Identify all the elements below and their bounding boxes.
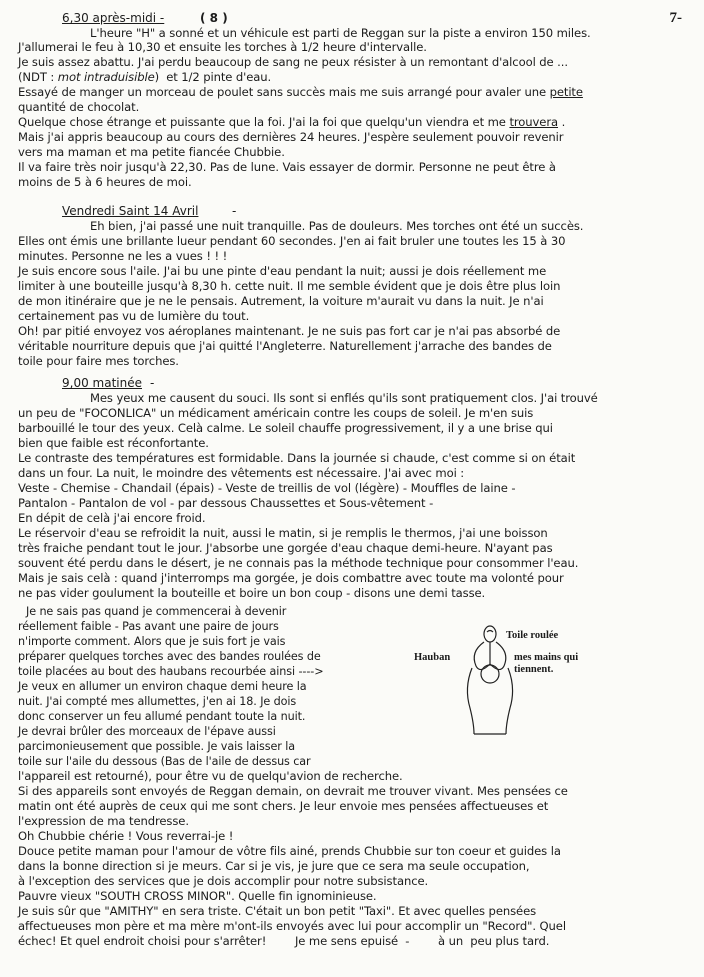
text-line: souvent été perdu dans le désert, je ne connais pas la méthode technique pour consommer l'eau. xyxy=(18,556,579,570)
text-line: ne pas vider goulument la bouteille et boire un bon coup - disons une demi tasse. xyxy=(18,586,486,600)
text-line: véritable nourriture depuis que j'ai quitté l'Angleterre. Naturellement j'arrache des bandes de xyxy=(18,339,552,353)
text-line: toile sur l'aile du dessous (Bas de l'aile de dessus car xyxy=(18,755,311,768)
label-toile: Toile roulée xyxy=(506,630,559,641)
text-line: l'appareil est retourné), pour être vu de quelqu'avion de recherche. xyxy=(18,769,403,783)
text-line: préparer quelques torches avec des bandes roulées de xyxy=(18,650,321,663)
text-line: vers ma maman et ma petite fiancée Chubbie. xyxy=(18,145,285,159)
text-line: bien que faible est réconfortante. xyxy=(18,436,209,450)
text-line: limiter à une bouteille jusqu'à 8,30 h. cette nuit. Il me semble évident que je dois être plus loin xyxy=(18,279,561,293)
text-line: matin ont été auprès de ceux qui me sont chers. Je leur envoie mes pensées affectueuses et xyxy=(18,799,549,813)
text-line: Mes yeux me causent du souci. Ils sont si enflés qu'ils sont pratiquement clos. J'ai trouvé xyxy=(90,391,598,405)
text-line: barbouillé le tour des yeux. Celà calme. Le soleil chauffe progressivement, il y a une brise qui xyxy=(18,421,553,435)
text-line: l'expression de ma tendresse. xyxy=(18,814,189,828)
text-line: Pauvre vieux "SOUTH CROSS MINOR". Quelle fin ignominieuse. xyxy=(18,889,377,903)
text-line: Oh! par pitié envoyez vos aéroplanes maintenant. Je ne suis pas fort car je n'ai pas absorbé de xyxy=(18,324,561,338)
text-line: Si des appareils sont envoyés de Reggan demain, on devrait me trouver vivant. Mes pensées ce xyxy=(18,784,568,798)
text-line: Oh Chubbie chérie ! Vous reverrai-je ! xyxy=(18,829,234,843)
text-line: En dépit de celà j'ai encore froid. xyxy=(18,511,206,525)
heading-evening: 6,30 après-midi - xyxy=(62,11,165,25)
text-line: Eh bien, j'ai passé une nuit tranquille. Pas de douleurs. Mes torches ont été un succès. xyxy=(90,219,584,233)
text-line: un peu de "FOCONLICA" un médicament américain contre les coups de soleil. Je m'en suis xyxy=(18,406,534,420)
label-mains: mes mains qui tiennent. xyxy=(514,652,579,675)
text-line: Il va faire très noir jusqu'à 22,30. Pas de lune. Vais essayer de dormir. Personne ne peut être à xyxy=(18,160,556,174)
text-line: parcimonieusement que possible. Je vais laisser la xyxy=(18,740,295,753)
text-line: minutes. Personne ne les a vues ! ! ! xyxy=(18,249,228,263)
text-line: Elles ont émis une brillante lueur pendant 60 secondes. J'en ai fait bruler une toutes les 15 à 30 xyxy=(18,234,566,248)
text-line: dans la bonne direction si je meurs. Car si je vis, je jure que ce sera ma seule occupation, xyxy=(18,859,530,873)
text-line: certainement pas vu de lumière du tout. xyxy=(18,309,250,323)
text-line: Mais je sais celà : quand j'interromps ma gorgée, je dois combattre avec toute ma volonté pour xyxy=(18,571,564,585)
text-line: Quelque chose étrange et puissante que la foi. J'ai la foi que quelqu'un viendra et me trouvera . xyxy=(18,115,566,129)
text-line: dans un four. La nuit, le moindre des vêtements est nécessaire. J'ai avec moi : xyxy=(18,466,465,480)
page-number: 7- xyxy=(669,10,682,26)
text-line: Je veux en allumer un environ chaque demi heure la xyxy=(18,680,307,693)
text-line: affectueuses mon père et ma mère m'ont-ils envoyés avec lui pour accomplir un "Record". Quel xyxy=(18,919,566,933)
text-line: toile pour faire mes torches. xyxy=(18,354,179,368)
text-line: moins de 5 à 6 heures de moi. xyxy=(18,175,192,189)
text-line: échec! Et quel endroit choisi pour s'arrêter! Je me sens epuisé - à un peu plus tard. xyxy=(18,934,550,948)
text-line: Je ne sais pas quand je commencerai à devenir xyxy=(26,605,287,618)
heading-morning: 9,00 matinée xyxy=(62,376,142,390)
text-line: Le contraste des températures est formidable. Dans la journée si chaude, c'est comme si on était xyxy=(18,451,576,465)
text-line: (NDT : mot intraduisible) et 1/2 pinte d'eau. xyxy=(18,70,272,84)
text-line: donc conserver un feu allumé pendant toute la nuit. xyxy=(18,710,306,723)
text-line: réellement faible - Pas avant une paire de jours xyxy=(18,620,279,633)
text-line: L'heure "H" a sonné et un véhicule est parti de Reggan sur la piste a environ 150 miles. xyxy=(90,26,591,40)
text-line: quantité de chocolat. xyxy=(18,100,140,114)
text-line: de mon itinéraire que je ne le pensais. Autrement, la voiture m'aurait vu dans la nuit. Je n'ai xyxy=(18,294,544,308)
text-line: Je suis assez abattu. J'ai perdu beaucoup de sang ne peux résister à un remontant d'alcool de ... xyxy=(18,55,568,69)
text-line: Le réservoir d'eau se refroidit la nuit, aussi le matin, si je remplis le thermos, j'ai une boisson xyxy=(18,526,548,540)
text-line: n'importe comment. Alors que je suis fort je vais xyxy=(18,635,286,648)
text-line: Je suis encore sous l'aile. J'ai bu une pinte d'eau pendant la nuit; aussi je dois réellement me xyxy=(18,264,547,278)
text-line: nuit. J'ai compté mes allumettes, j'en ai 18. Je dois xyxy=(18,695,297,708)
heading-dash: - xyxy=(150,376,155,390)
text-line: à l'exception des services que je dois accomplir pour notre subsistance. xyxy=(18,874,429,888)
heading-friday: Vendredi Saint 14 Avril xyxy=(62,204,199,218)
text-line: Pantalon - Pantalon de vol - par dessous Chaussettes et Sous-vêtement - xyxy=(18,496,434,510)
text-line: très fraiche pendant tout le jour. J'absorbe une gorgée d'eau chaque demi-heure. N'ayant pas xyxy=(18,541,553,555)
text-line: J'allumerai le feu à 10,30 et ensuite les torches à 1/2 heure d'intervalle. xyxy=(18,40,427,54)
torch-sketch xyxy=(414,624,604,736)
heading-dash: - xyxy=(232,204,237,218)
text-line: Mais j'ai appris beaucoup au cours des dernières 24 heures. J'espère seulement pouvoir revenir xyxy=(18,130,564,144)
text-line: Douce petite maman pour l'amour de vôtre fils ainé, prends Chubbie sur ton coeur et guides la xyxy=(18,844,561,858)
text-line: toile placées au bout des haubans recourbée ainsi ----> xyxy=(18,665,324,678)
page-mark: ( 8 ) xyxy=(200,11,228,25)
label-hauban: Hauban xyxy=(414,652,451,663)
text-line: Je suis sûr que "AMITHY" en sera triste. C'était un bon petit "Taxi". Et avec quelles pensées xyxy=(18,904,537,918)
text-line: Veste - Chemise - Chandail (épais) - Veste de treillis de vol (légère) - Mouffles de laine - xyxy=(18,481,516,495)
text-line: Essayé de manger un morceau de poulet sans succès mais me suis arrangé pour avaler une petite xyxy=(18,85,583,99)
text-line: Je devrai brûler des morceaux de l'épave aussi xyxy=(18,725,276,738)
